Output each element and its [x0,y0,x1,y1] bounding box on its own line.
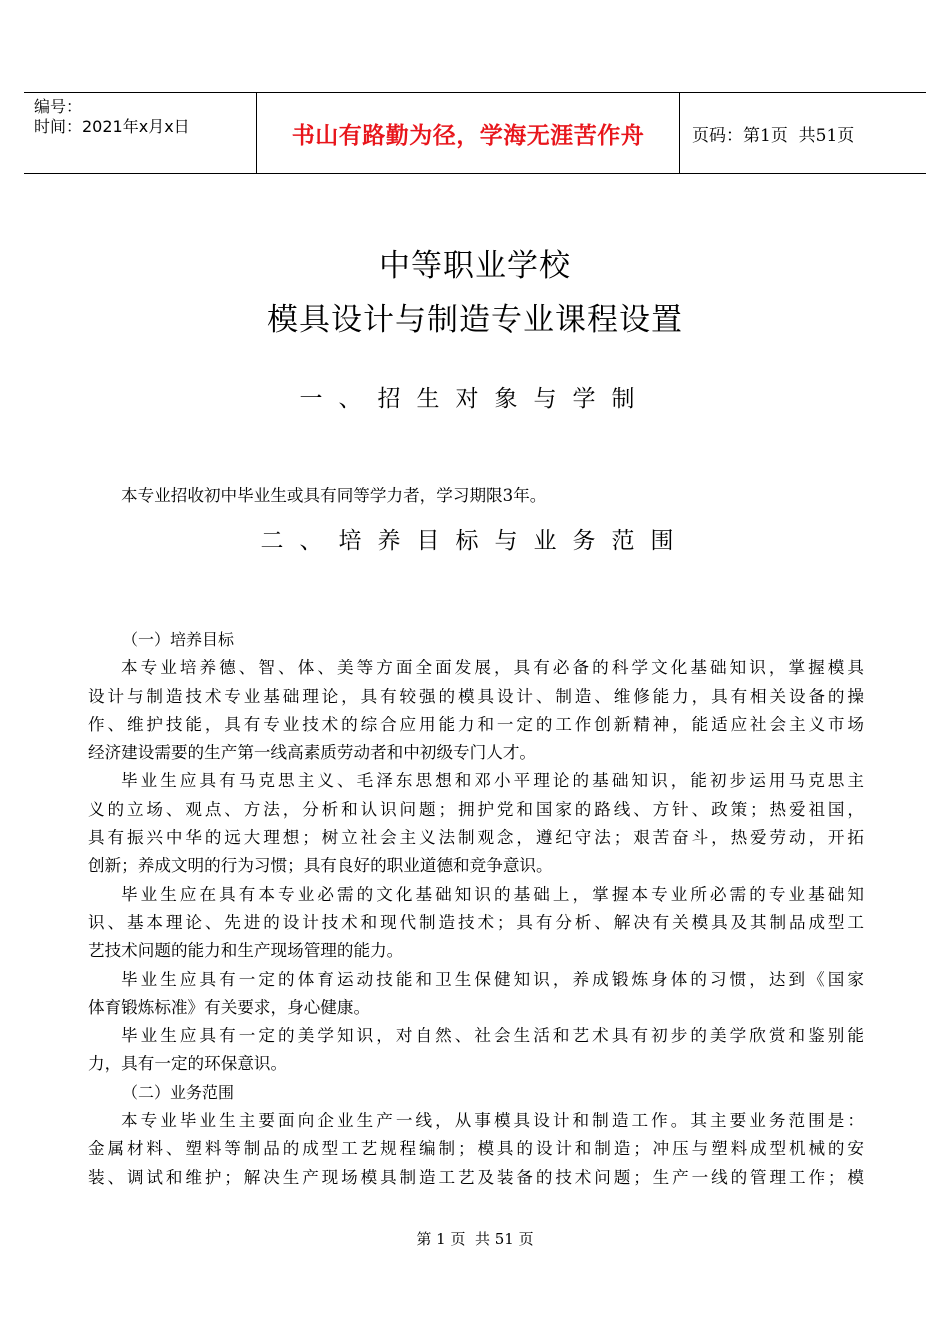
paragraph-line: 毕业生应具有一定的美学知识，对自然、社会生活和艺术具有初步的美学欣赏和鉴别能 [121,1026,864,1046]
time-label: 时间：2021年x月x日 [34,117,190,136]
paragraph-line: 经济建设需要的生产第一线高素质劳动者和中初级专门人才。 [88,743,537,763]
paragraph-line: 具有振兴中华的远大理想；树立社会主义法制观念，遵纪守法；艰苦奋斗，热爱劳动，开拓 [88,828,864,848]
page-footer [0,1228,950,1249]
subheading-training-goals: （一）培养目标 [122,630,235,649]
paragraph-line: 识、基本理论、先进的设计技术和现代制造技术；具有分析、解决有关模具及其制品成型工 [88,912,864,932]
paragraph-line: 毕业生应具有一定的体育运动技能和卫生保健知识，养成锻炼身体的习惯，达到《国家 [121,969,864,989]
section1-heading: 一、招生对象与学制 [299,386,651,412]
section1-text-block [88,482,864,510]
page-info: 页码：第1页 共51页 [692,125,855,146]
paragraph-line: 金属材料、塑料等制品的成型工艺规程编制；模具的设计和制造；冲压与塑料成型机械的安 [88,1139,864,1159]
motto: 书山有路勤为径，学海无涯苦作舟 [291,122,645,149]
paragraph-line: 本专业培养德、智、体、美等方面全面发展，具有必备的科学文化基础知识，掌握模具 [121,658,864,678]
document-title-line2: 模具设计与制造专业课程设置 [267,302,683,338]
subheading-business-scope: （二）业务范围 [122,1082,235,1102]
paragraph-line: 毕业生应具有马克思主义、毛泽东思想和邓小平理论的基础知识，能初步运用马克思主 [121,771,864,791]
document-title-line1: 中等职业学校 [379,248,571,284]
paragraph-line: 毕业生应在具有本专业必需的文化基础知识的基础上，掌握本专业所必需的专业基础知 [121,884,864,904]
header-meta [24,93,256,173]
paragraph-line: 体育锻炼标准》有关要求，身心健康。 [88,997,371,1017]
footer-page-number: 第 1 页 共 51 页 [416,1230,534,1248]
paragraph-line: 装、调试和维护；解决生产现场模具制造工艺及装备的技术问题；生产一线的管理工作；模 [88,1167,864,1187]
paragraph-line: 设计与制造技术专业基础理论，具有较强的模具设计、制造、维修能力，具有相关设备的操 [88,686,864,706]
section1-text: 本专业招收初中毕业生或具有同等学力者，学习期限3年。 [121,486,547,505]
paragraph-line: 义的立场、观点、方法，分析和认识问题；拥护党和国家的路线、方针、政策；热爱祖国， [88,799,864,819]
number-label: 编号： [34,97,83,116]
paragraph-line: 本专业毕业生主要面向企业生产一线，从事模具设计和制造工作。其主要业务范围是： [121,1111,864,1131]
section2-heading: 二、培养目标与业务范围 [260,528,690,554]
paragraph-line: 作、维护技能，具有专业技术的综合应用能力和一定的工作创新精神，能适应社会主义市场 [88,714,864,734]
paragraph-line: 艺技术问题的能力和生产现场管理的能力。 [88,941,404,961]
section2-body [88,626,864,1192]
header-page-cell [680,93,926,173]
paragraph-line: 力，具有一定的环保意识。 [88,1054,288,1074]
page-header [24,92,926,174]
header-motto-cell [256,93,680,173]
paragraph-line: 创新；养成文明的行为习惯；具有良好的职业道德和竞争意识。 [88,856,553,876]
